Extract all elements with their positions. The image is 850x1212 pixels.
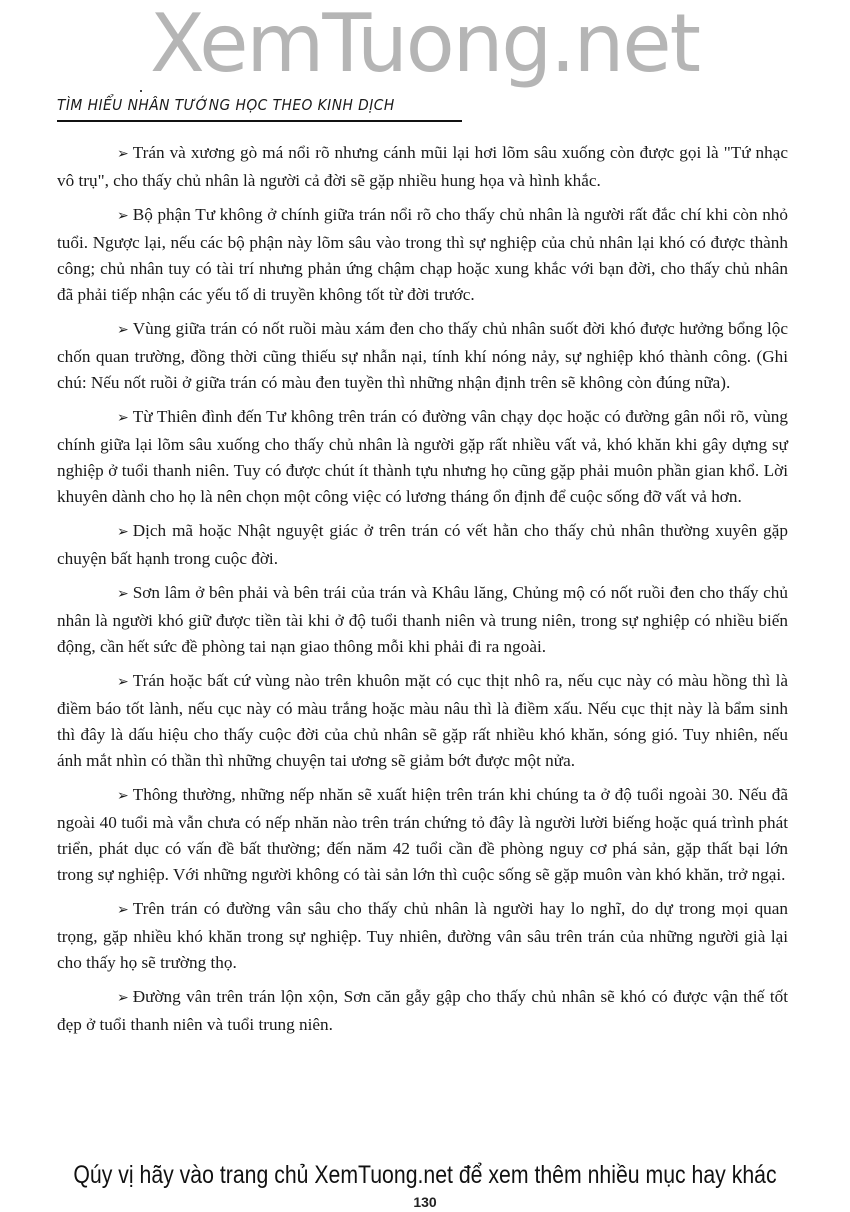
paragraph <box>57 668 788 774</box>
arrowhead-bullet-icon: ➢ <box>117 525 129 540</box>
paragraph-text: Sơn lâm ở bên phải và bên trái của trán và Khâu lăng, Chủng mộ có nốt ruồi đen cho thấy chủ nhân là người khó giữ được tiền tài khi ở độ tuổi thanh niên và trung niên, trong sự nghiệp có nhiều biến động, cần hết sức đề phòng tai nạn giao thông mỗi khi phải đi ra ngoài. <box>57 583 788 656</box>
paragraph <box>57 518 788 572</box>
paragraph <box>57 580 788 660</box>
page-body <box>57 140 788 1046</box>
paragraph-text: Trên trán có đường vân sâu cho thấy chủ nhân là người hay lo nghĩ, do dự trong mọi quan trọng, gặp nhiều khó khăn trong sự nghiệp. Tuy nhiên, đường vân sâu trên trán của những người già lại cho thấy họ sẽ trường thọ. <box>57 899 788 972</box>
running-header: TÌM HIỂU NHÂN TƯỚNG HỌC THEO KINH DỊCH <box>57 96 395 114</box>
paragraph-text: Thông thường, những nếp nhăn sẽ xuất hiện trên trán khi chúng ta ở độ tuổi ngoài 30. Nếu đã ngoài 40 tuổi mà vẫn chưa có nếp nhăn nào trên trán chứng tỏ đây là người lười biếng hoặc quá trình phát triển, phát dục có vấn đề bất thường; đến năm 42 tuổi cần đề phòng nguy cơ phá sản, gặp thất bại lớn trong sự nghiệp. Với những người không có tài sản lớn thì cuộc sống sẽ gặp muôn vàn khó khăn, trở ngại. <box>57 785 788 884</box>
arrowhead-bullet-icon: ➢ <box>117 209 129 224</box>
scan-speck <box>140 90 142 92</box>
paragraph-text: Vùng giữa trán có nốt ruồi màu xám đen cho thấy chủ nhân suốt đời khó được hưởng bổng lộc chốn quan trường, đồng thời cũng thiếu sự nhẫn nại, tính khí nóng nảy, sự nghiệp khó thành công. (Ghi chú: Nếu nốt ruồi ở giữa trán có màu đen tuyền thì những nhận định trên sẽ không còn đúng nữa). <box>57 319 788 392</box>
paragraph <box>57 202 788 308</box>
paragraph <box>57 140 788 194</box>
arrowhead-bullet-icon: ➢ <box>117 323 129 338</box>
header-rule <box>57 120 462 122</box>
footer-promo-text: Qúy vị hãy vào trang chủ XemTuong.net để xem thêm nhiều mục hay khác <box>73 1161 777 1189</box>
paragraph-text: Bộ phận Tư không ở chính giữa trán nổi rõ cho thấy chủ nhân là người rất đắc chí khi còn nhỏ tuổi. Ngược lại, nếu các bộ phận này lõm sâu vào trong thì sự nghiệp của chủ nhân lại khó có được thành công; chủ nhân tuy có tài trí nhưng phản ứng chậm chạp hoặc xung khắc với bạn đời, cho thấy chủ nhân đã phải tiếp nhận các yếu tố di truyền không tốt từ đời trước. <box>57 205 788 304</box>
arrowhead-bullet-icon: ➢ <box>117 587 129 602</box>
arrowhead-bullet-icon: ➢ <box>117 991 129 1006</box>
paragraph <box>57 984 788 1038</box>
arrowhead-bullet-icon: ➢ <box>117 675 129 690</box>
paragraph <box>57 782 788 888</box>
arrowhead-bullet-icon: ➢ <box>117 903 129 918</box>
paragraph-text: Trán và xương gò má nổi rõ nhưng cánh mũi lại hơi lõm sâu xuống còn được gọi là "Tứ nhạc vô trụ", cho thấy chủ nhân là người cả đời sẽ gặp nhiều hung họa và hình khắc. <box>57 143 788 190</box>
paragraph-text: Dịch mã hoặc Nhật nguyệt giác ở trên trán có vết hằn cho thấy chủ nhân thường xuyên gặp chuyện bất hạnh trong cuộc đời. <box>57 521 788 568</box>
arrowhead-bullet-icon: ➢ <box>117 789 129 804</box>
paragraph-text: Từ Thiên đình đến Tư không trên trán có đường vân chạy dọc hoặc có đường gân nổi rõ, vùng chính giữa lại lõm sâu xuống cho thấy chủ nhân là người gặp rất nhiều vất vả, khó khăn khi gây dựng sự nghiệp ở tuổi thanh niên. Tuy có được chút ít thành tựu nhưng họ cũng gặp phải muôn phần gian khổ. Lời khuyên dành cho họ là nên chọn một công việc có lương tháng ổn định để cuộc sống đỡ vất vả hơn. <box>57 407 788 506</box>
paragraph-text: Đường vân trên trán lộn xộn, Sơn căn gẫy gập cho thấy chủ nhân sẽ khó có được vận thế tốt đẹp ở tuổi thanh niên và tuổi trung niên. <box>57 987 788 1034</box>
arrowhead-bullet-icon: ➢ <box>117 411 129 426</box>
paragraph-text: Trán hoặc bất cứ vùng nào trên khuôn mặt có cục thịt nhô ra, nếu cục này có màu hồng thì là điềm báo tốt lành, nếu cục này có màu trắng hoặc màu nâu thì là điềm xấu. Nếu cục thịt này là bẩm sinh thì đây là dấu hiệu cho thấy cuộc đời của chủ nhân sẽ gặp rất nhiều khó khăn, sóng gió. Tuy nhiên, nếu ánh mắt nhìn có thần thì những chuyện tai ương sẽ giảm bớt được một nửa. <box>57 671 788 770</box>
arrowhead-bullet-icon: ➢ <box>117 147 129 162</box>
paragraph <box>57 404 788 510</box>
paragraph <box>57 896 788 976</box>
watermark: XemTuong.net <box>150 0 699 90</box>
page-number: 130 <box>413 1194 437 1210</box>
paragraph <box>57 316 788 396</box>
